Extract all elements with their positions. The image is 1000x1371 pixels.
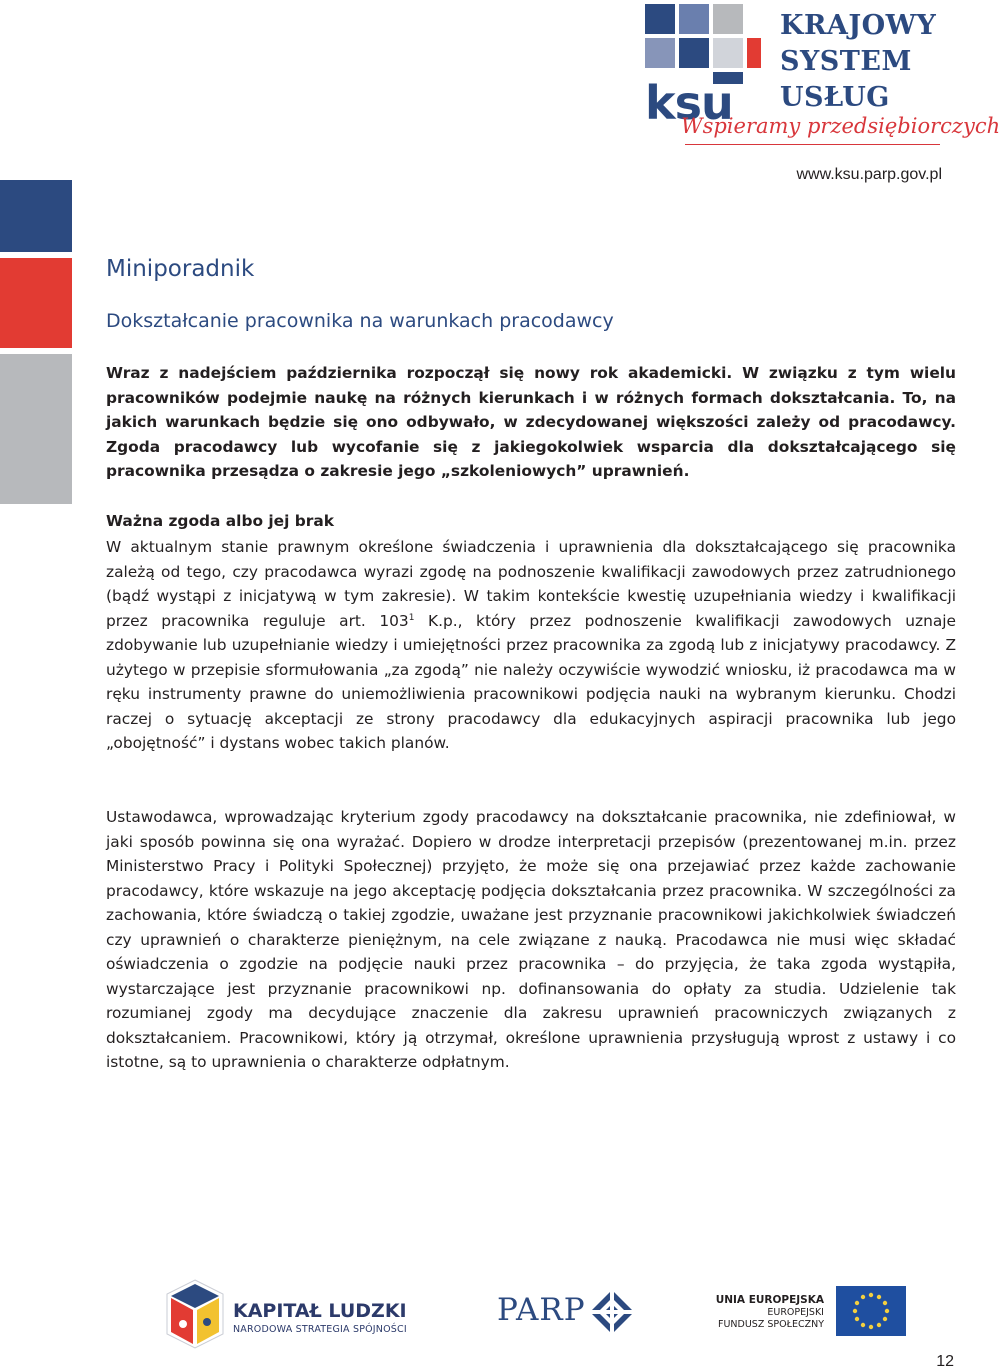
kapital-ludzki-emblem-icon — [165, 1278, 225, 1350]
parp-mark-icon — [590, 1290, 634, 1334]
article-superscript: 1 — [408, 612, 415, 623]
ksu-tagline: Wspieramy przedsiębiorczych — [681, 114, 1000, 138]
kapital-ludzki-title: KAPITAŁ LUDZKI — [233, 1300, 407, 1322]
paragraph-1-end: K.p., który przez podnoszenie kwalifikacji zawodowych uznaje zdobywanie lub uzupełnianie wiedzy i umiejętności przez pracownika za zgodą lub z inicjatywy pracodawcy. Z użytego w przepisie sformułowania „za zgodą” nie należy oczywiście wywodzić wniosku, iż pracodawca ma w ręku instrumenty prawne do uniemożliwienia pracownikowi podjęcia nauki na wybranym kierunku. Chodzi raczej o sytuację akceptacji ze strony pracodawcy dla edukacyjnych aspiracji pracownika lub jego „obojętność” i dystans wobec takich planów. — [106, 611, 957, 752]
paragraph-1-start: W aktualnym stanie prawnym określone świadczenia i uprawnienia dla dokształcającego się pracownika zależą od tego, czy pracodawca wyrazi zgodę na podnoszenie kwalifikacji zawodowych przez zatrudnionego (bądź wystąpi z inicjatywą w tym zakresie). W takim kontekście kwestię uzupełniania wiedzy i kwalifikacji przez pracownika reguluje art. 103 — [106, 538, 956, 630]
logo-line-3: USŁUG — [780, 82, 890, 113]
side-bar-gray — [0, 354, 72, 504]
eu-label — [700, 1294, 824, 1331]
parp-logo: PARP — [497, 1292, 586, 1328]
eu-line-2: FUNDUSZ SPOŁECZNY — [718, 1319, 824, 1330]
side-bar-red — [0, 258, 72, 348]
page-number: 12 — [936, 1353, 954, 1370]
eu-title: UNIA EUROPEJSKA — [715, 1294, 824, 1306]
footer-logos — [0, 1272, 960, 1352]
page-subtitle: Dokształcanie pracownika na warunkach pracodawcy — [106, 310, 614, 332]
ksu-logo — [645, 4, 1000, 164]
eu-line-1: EUROPEJSKI — [767, 1307, 824, 1318]
logo-line-2: SYSTEM — [780, 46, 912, 77]
ksu-wordmark: ksu — [645, 76, 733, 130]
site-url: www.ksu.parp.gov.pl — [796, 166, 942, 183]
body-paragraph-2: Ustawodawca, wprowadzając kryterium zgody pracodawcy na dokształcanie pracownika, nie zdefiniował, w jaki sposób powinna się ona wyrażać. Dopiero w drodze interpretacji przepisów (prezentowanej m.in. przez Ministerstwo Pracy i Polityki Społecznej) przyjęto, że może się ona przejawiać przez każde zachowanie pracodawcy, które wskazuje na jego akceptację podjęcia dokształcania przez pracownika. W szczególności za zachowania, które świadczą o takiej zgodzie, uważane jest przyznanie pracownikowi jakichkolwiek świadczeń czy uprawnień o charakterze pieniężnym, na cele związane z nauką. Pracodawca nie musi więc składać oświadczenia o zgodzie na podjęcie nauki przez pracownika – do przyjęcia, że taka zgoda wystąpiła, wystarczające jest przyznanie pracownikowi np. dofinansowania do opłaty za studia. Udzielenie tak rozumianej zgody ma decydujące znaczenie dla zakresu uprawnień pracowniczych związanych z dokształcaniem. Pracownikowi, który ją otrzymał, określone uprawnienia przysługują wprost z ustawy i co istotne, są to uprawnienia o charakterze odpłatnym. — [106, 808, 956, 1071]
kapital-ludzki-subtitle: NARODOWA STRATEGIA SPÓJNOŚCI — [233, 1324, 407, 1335]
intro-paragraph: Wraz z nadejściem października rozpoczął się nowy rok akademicki. W związku z tym wielu pracowników podejmie naukę na różnych kierunkach i w różnych formach dokształcania. To, na jakich warunkach będzie się ono odbywało, w zdecydowanej większości zależy od pracodawcy. Zgoda pracodawcy lub wycofanie się z jakiegokolwiek wsparcia dla dokształcającego się pracownika przesądza o zakresie jego „szkoleniowych” uprawnień. — [106, 364, 956, 480]
eu-flag-icon — [836, 1286, 906, 1336]
page-title: Miniporadnik — [106, 256, 255, 282]
logo-line-1: KRAJOWY — [780, 10, 937, 41]
section-heading: Ważna zgoda albo jej brak — [106, 512, 334, 530]
tagline-underline — [685, 144, 940, 145]
ksu-system-name — [780, 8, 936, 116]
side-bar-blue — [0, 180, 72, 252]
body-paragraph-1 — [106, 535, 956, 756]
